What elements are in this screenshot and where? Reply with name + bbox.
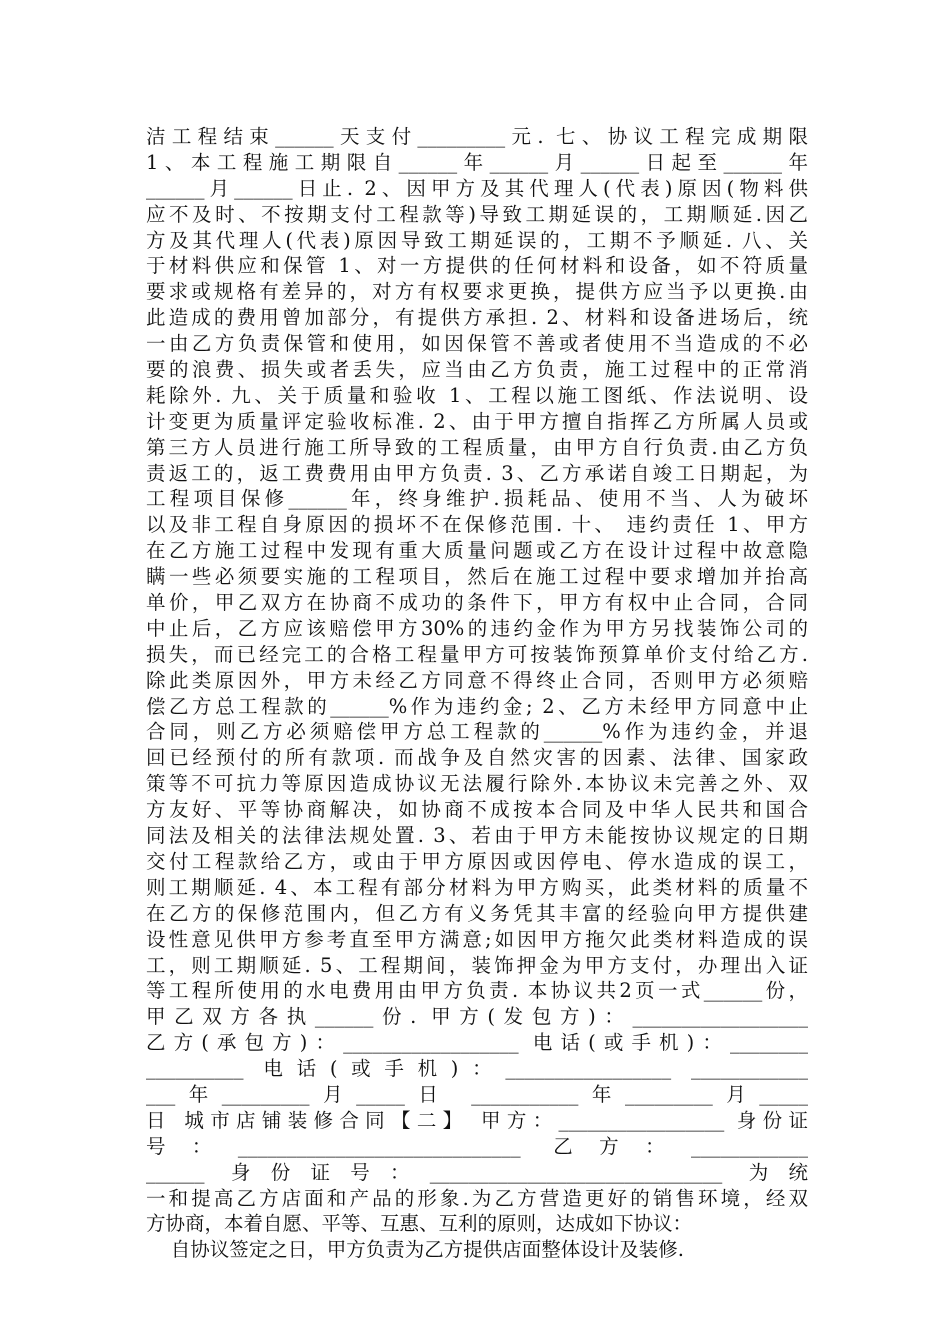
text-line: ______月______日止. 2、因甲方及其代理人(代表)原因(物料供 bbox=[146, 176, 808, 200]
text-line: 应不及时、不按期支付工程款等)导致工期延误的，工期顺延.因乙 bbox=[146, 202, 808, 226]
text-line: 方协商，本着自愿、平等、互惠、互利的原则，达成如下协议： bbox=[146, 1212, 693, 1236]
document-body bbox=[146, 124, 808, 1263]
text-line: 合同，则乙方必须赔偿甲方总工程款的______%作为违约金，并退 bbox=[146, 720, 808, 744]
text-line: 第三方人员进行施工所导致的工程质量，由甲方自行负责.由乙方负 bbox=[146, 435, 808, 459]
text-line: 计变更为质量评定验收标准. 2、由于甲方擅自指挥乙方所属人员或 bbox=[146, 409, 808, 433]
text-line: 方及其代理人(代表)原因导致工期延误的，工期不予顺延. 八、关 bbox=[146, 228, 808, 252]
text-line: 以及非工程自身原因的损坏不在保修范围. 十、 违约责任 1、甲方 bbox=[146, 513, 808, 537]
text-line: 1、本工程施工期限自______年______月______日起至______年 bbox=[146, 150, 808, 174]
text-line: 瞒一些必须要实施的工程项目，然后在施工过程中要求增加并抬高 bbox=[146, 565, 808, 589]
paragraph-start-line: 自协议签定之日，甲方负责为乙方提供店面整体设计及装修. bbox=[146, 1238, 684, 1262]
text-line: 工程项目保修______年，终身维护.损耗品、使用不当、人为破坏 bbox=[146, 487, 808, 511]
date-line: ___年_________月_____日 ___________年_________月_____ bbox=[146, 1082, 808, 1106]
text-line: 偿乙方总工程款的______%作为违约金; 2、乙方未经甲方同意中止 bbox=[146, 694, 808, 718]
text-line: 同法及相关的法律法规处置. 3、若由于甲方未能按协议规定的日期 bbox=[146, 824, 808, 848]
text-line: 洁工程结束______天支付_________元. 七、协议工程完成期限 bbox=[146, 125, 808, 148]
text-line: 交付工程款给乙方，或由于甲方原因或因停电、停水造成的误工， bbox=[146, 849, 808, 873]
text-line: 责返工的，返工费费用由甲方负责. 3、乙方承诺自竣工日期起，为 bbox=[146, 461, 808, 485]
id-line: ______ 身份证号：______________________________ 为统 bbox=[146, 1160, 808, 1184]
text-line: 工，则工期顺延. 5、工程期间，装饰押金为甲方支付，办理出入证 bbox=[146, 953, 808, 977]
text-line: 在乙方施工过程中发现有重大质量问题或乙方在设计过程中故意隐 bbox=[146, 539, 808, 563]
signature-line: __________ 电话(或手机)：_________________ ____________ bbox=[146, 1057, 808, 1081]
text-line: 要的浪费、损失或者丢失，应当由乙方负责，施工过程中的正常消 bbox=[146, 358, 808, 382]
text-line: 回已经预付的所有款项. 而战争及自然灾害的因素、法律、国家政 bbox=[146, 746, 808, 770]
text-line: 中止后，乙方应该赔偿甲方30%的违约金作为甲方另找装饰公司的 bbox=[146, 616, 808, 640]
signature-line: 乙方(承包方)：__________________ 电话(或手机)：________ bbox=[146, 1031, 808, 1055]
text-line: 则工期顺延. 4、本工程有部分材料为甲方购买，此类材料的质量不 bbox=[146, 875, 808, 899]
text-line: 于材料供应和保管 1、对一方提供的任何材料和设备，如不符质量 bbox=[146, 254, 808, 278]
text-line: 耗除外. 九、关于质量和验收 1、工程以施工图纸、作法说明、设 bbox=[146, 383, 808, 407]
text-line: 等工程所使用的水电费用由甲方负责. 本协议共2页一式______份， bbox=[146, 979, 808, 1003]
contract-heading-line: 日 城市店铺装修合同【二】 甲方：_________________ 身份证 bbox=[146, 1108, 808, 1132]
text-line: 策等不可抗力等原因造成协议无法履行除外.本协议未完善之外、双 bbox=[146, 772, 808, 796]
id-line: 号：_____________________________ 乙方：____________ bbox=[146, 1134, 808, 1158]
text-line: 损失，而已经完工的合格工程量甲方可按装饰预算单价支付给乙方. bbox=[146, 642, 808, 666]
text-line: 此造成的费用曾加部分，有提供方承担. 2、材料和设备进场后，统 bbox=[146, 306, 808, 330]
text-line: 在乙方的保修范围内，但乙方有义务凭其丰富的经验向甲方提供建 bbox=[146, 901, 808, 925]
text-line: 一和提高乙方店面和产品的形象.为乙方营造更好的销售环境，经双 bbox=[146, 1186, 808, 1210]
text-line: 单价，甲乙双方在协商不成功的条件下，甲方有权中止合同，合同 bbox=[146, 591, 808, 615]
text-line: 要求或规格有差异的，对方有权要求更换，提供方应当予以更换.由 bbox=[146, 280, 808, 304]
text-line: 设性意见供甲方参考直至甲方满意;如因甲方拖欠此类材料造成的误 bbox=[146, 927, 808, 951]
signature-line: 甲乙双方各执______份. 甲方(发包方)：__________________ bbox=[146, 1005, 808, 1029]
text-line: 一由乙方负责保管和使用，如因保管不善或者使用不当造成的不必 bbox=[146, 332, 808, 356]
text-line: 除此类原因外，甲方未经乙方同意不得终止合同，否则甲方必须赔 bbox=[146, 668, 808, 692]
text-line: 方友好、平等协商解决，如协商不成按本合同及中华人民共和国合 bbox=[146, 798, 808, 822]
